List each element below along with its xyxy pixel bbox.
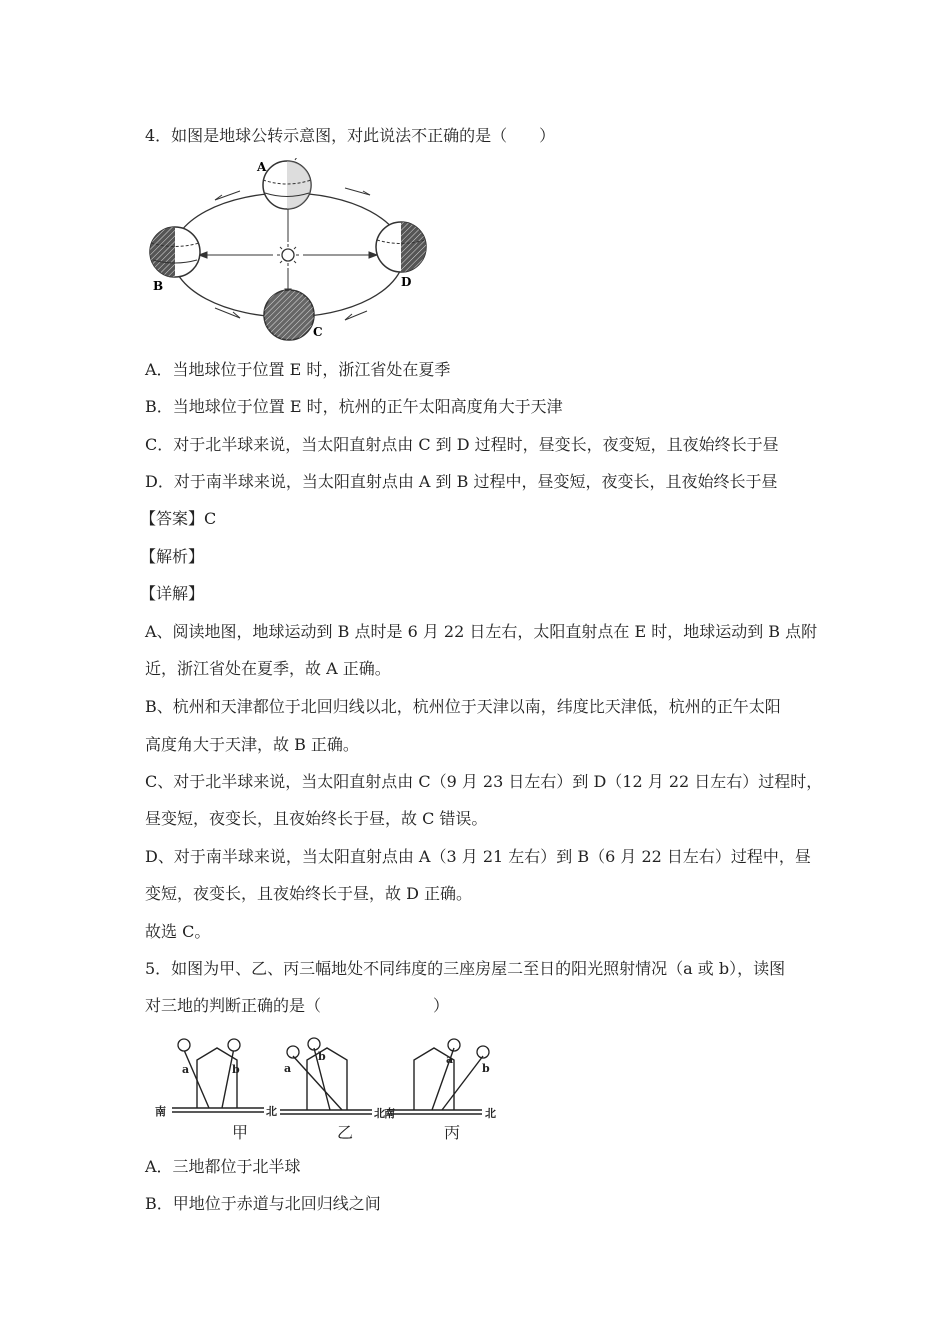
caption-yi: 乙 — [337, 1123, 354, 1142]
ray-label-a: a — [182, 1063, 190, 1076]
q4-detail-line: 近，浙江省处在夏季，故 A 正确。 — [145, 659, 391, 678]
north-label: 北 — [374, 1107, 385, 1120]
q5-stem-line: 对三地的判断正确的是（ ） — [145, 996, 450, 1015]
globe-d — [376, 222, 426, 272]
q5-stem-line: 5．如图为甲、乙、丙三幅地处不同纬度的三座房屋二至日的阳光照射情况（a 或 b），读图 — [145, 959, 786, 978]
q4-detail-line: 昼变短，夜变长，且夜始终长于昼，故 C 错误。 — [145, 809, 488, 828]
q4-answer: 【答案】C — [140, 509, 217, 528]
caption-jia: 甲 — [232, 1123, 249, 1142]
house-bing — [387, 1048, 483, 1114]
q4-detail-line: D、对于南半球来说，当太阳直射点由 A（3 月 21 左右）到 B（6 月 22 日左右）过程中，昼 — [145, 847, 811, 866]
label-a: A — [257, 160, 267, 174]
ray-label-b: b — [482, 1062, 490, 1075]
q4-analysis-heading: 【解析】 — [140, 547, 205, 566]
q4-option-a: A．当地球位于位置 E 时，浙江省处在夏季 — [145, 360, 451, 379]
house-yi — [280, 1048, 372, 1114]
globe-c — [264, 290, 314, 340]
globe-b — [150, 227, 200, 277]
caption-bing: 丙 — [444, 1123, 461, 1142]
q4-detail-line: C、对于北半球来说，当太阳直射点由 C（9 月 23 日左右）到 D（12 月 22 日左右）过程时， — [145, 772, 823, 791]
q4-detail-line: B、杭州和天津都位于北回归线以北，杭州位于天津以南，纬度比天津低，杭州的正午太阳 — [145, 697, 781, 716]
q5-option-a: A．三地都位于北半球 — [145, 1157, 301, 1176]
house-jia — [172, 1048, 264, 1112]
sun-icon — [277, 244, 299, 266]
q4-detail-line: 故选 C。 — [145, 922, 211, 941]
south-label: 南 — [384, 1107, 395, 1120]
q4-option-d: D．对于南半球来说，当太阳直射点由 A 到 B 过程中，昼变短，夜变长，且夜始终长于昼 — [145, 472, 778, 491]
ray-label-b: b — [232, 1063, 240, 1076]
q5-option-b: B．甲地位于赤道与北回归线之间 — [145, 1194, 381, 1213]
label-d: D — [401, 275, 412, 289]
label-c: C — [313, 325, 323, 339]
earth-revolution-diagram — [145, 158, 430, 343]
ray-label-a: a — [446, 1053, 454, 1066]
south-label: 南 — [155, 1105, 166, 1118]
q4-stem: 4．如图是地球公转示意图，对此说法不正确的是（ ） — [145, 126, 556, 145]
globe-a — [263, 158, 311, 209]
north-label: 北 — [266, 1105, 277, 1118]
sun-icon — [178, 1038, 489, 1058]
q4-detail-line: 变短，夜变长，且夜始终长于昼，故 D 正确。 — [145, 884, 473, 903]
q4-detail-line: A、阅读地图，地球运动到 B 点时是 6 月 22 日左右，太阳直射点在 E 时，地球运动到 B 点附 — [145, 622, 818, 641]
ray-label-b: b — [318, 1050, 326, 1063]
label-b: B — [153, 279, 164, 293]
q4-option-c: C．对于北半球来说，当太阳直射点由 C 到 D 过程时，昼变长，夜变短，且夜始终长于昼 — [145, 435, 779, 454]
north-label: 北 — [485, 1107, 496, 1120]
ray-label-a: a — [284, 1062, 292, 1075]
house-sunlight-diagram — [152, 1030, 512, 1145]
q4-option-b: B．当地球位于位置 E 时，杭州的正午太阳高度角大于天津 — [145, 397, 563, 416]
q4-detail-heading: 【详解】 — [140, 584, 205, 603]
q4-detail-line: 高度角大于天津，故 B 正确。 — [145, 735, 359, 754]
